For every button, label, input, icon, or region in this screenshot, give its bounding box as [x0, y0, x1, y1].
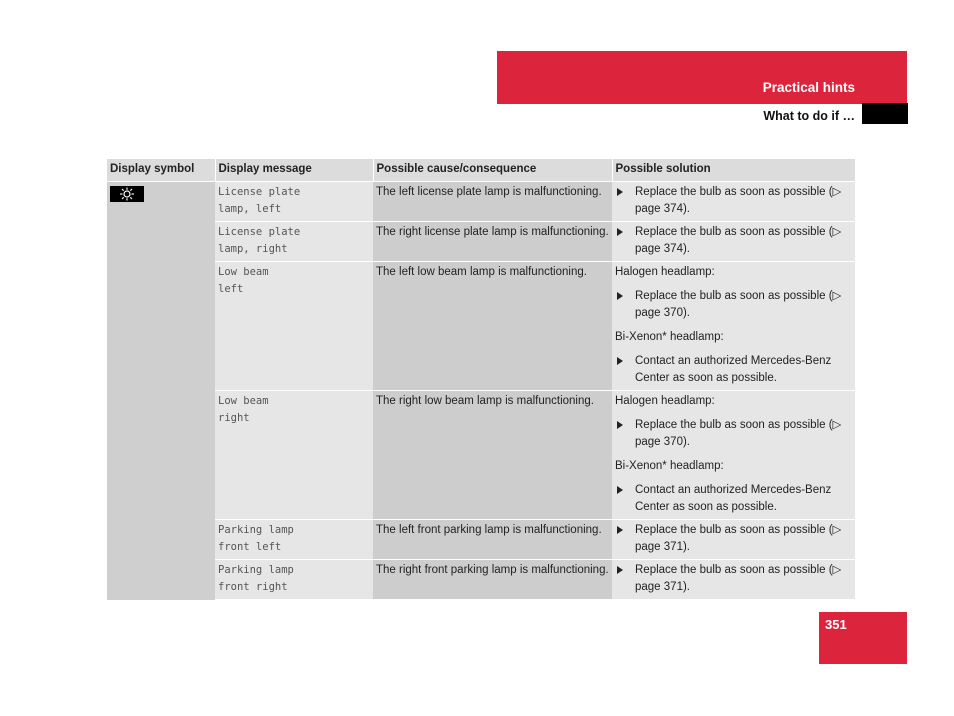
- solution-step: [615, 522, 852, 556]
- display-message-line: right: [218, 412, 250, 424]
- possible-cause-cell: The left front parking lamp is malfunctioning.: [373, 520, 612, 560]
- table-row: [107, 560, 855, 600]
- display-message-line: Parking lamp: [218, 524, 294, 536]
- display-message-line: left: [218, 283, 244, 295]
- solution-heading: [615, 329, 852, 346]
- table-row: [107, 222, 855, 262]
- solution-text: Contact an authorized Mercedes-Benz Center as soon as possible.: [635, 355, 832, 384]
- solution-text: Halogen headlamp:: [615, 266, 715, 278]
- display-message-table: [107, 159, 855, 600]
- display-message-line: front right: [218, 581, 288, 593]
- solution-text: Replace the bulb as soon as possible (▷ page 374).: [635, 226, 842, 255]
- display-message-cell: [215, 182, 373, 222]
- solution-step: [615, 417, 852, 451]
- possible-solution-cell: [612, 222, 855, 262]
- step-arrow-icon: [617, 228, 623, 236]
- step-arrow-icon: [617, 292, 623, 300]
- column-header: Display message: [215, 159, 373, 182]
- table-row: [107, 520, 855, 560]
- possible-solution-cell: [612, 560, 855, 600]
- subsection-title: What to do if …: [763, 109, 855, 123]
- solution-step: [615, 224, 852, 258]
- solution-text: Replace the bulb as soon as possible (▷ page 370).: [635, 290, 842, 319]
- column-header: Display symbol: [107, 159, 215, 182]
- header-bar: [497, 51, 907, 104]
- solution-heading: [615, 264, 852, 281]
- display-message-cell: [215, 520, 373, 560]
- column-header: Possible solution: [612, 159, 855, 182]
- solution-step: [615, 288, 852, 322]
- solution-text: Bi-Xenon* headlamp:: [615, 460, 724, 472]
- solution-text: Replace the bulb as soon as possible (▷ page 374).: [635, 186, 842, 215]
- solution-step: [615, 562, 852, 596]
- display-message-line: License plate: [218, 226, 301, 238]
- solution-text: Replace the bulb as soon as possible (▷ page 371).: [635, 524, 842, 553]
- step-arrow-icon: [617, 421, 623, 429]
- display-message-cell: [215, 560, 373, 600]
- display-message-line: Low beam: [218, 395, 269, 407]
- step-arrow-icon: [617, 188, 623, 196]
- solution-text: Halogen headlamp:: [615, 395, 715, 407]
- section-title: Practical hints: [762, 80, 855, 95]
- solution-text: Replace the bulb as soon as possible (▷ page 370).: [635, 419, 842, 448]
- section-tab-marker: [862, 103, 908, 124]
- solution-text: Bi-Xenon* headlamp:: [615, 331, 724, 343]
- possible-cause-cell: The right license plate lamp is malfunctioning.: [373, 222, 612, 262]
- possible-cause-cell: The right front parking lamp is malfunctioning.: [373, 560, 612, 600]
- display-message-line: Low beam: [218, 266, 269, 278]
- display-message-cell: [215, 262, 373, 391]
- solution-step: [615, 184, 852, 218]
- step-arrow-icon: [617, 486, 623, 494]
- display-message-line: Parking lamp: [218, 564, 294, 576]
- possible-cause-cell: The left low beam lamp is malfunctioning.: [373, 262, 612, 391]
- possible-cause-cell: The left license plate lamp is malfunctioning.: [373, 182, 612, 222]
- display-message-line: lamp, left: [218, 203, 282, 215]
- display-symbol-cell: [107, 182, 215, 600]
- solution-text: Replace the bulb as soon as possible (▷ page 371).: [635, 564, 842, 593]
- possible-solution-cell: [612, 182, 855, 222]
- solution-step: [615, 482, 852, 516]
- step-arrow-icon: [617, 526, 623, 534]
- table-row: [107, 391, 855, 520]
- display-message-cell: [215, 222, 373, 262]
- solution-heading: [615, 458, 852, 475]
- step-arrow-icon: [617, 566, 623, 574]
- possible-solution-cell: [612, 262, 855, 391]
- column-header: Possible cause/consequence: [373, 159, 612, 182]
- exterior-lamp-icon: [110, 186, 144, 202]
- step-arrow-icon: [617, 357, 623, 365]
- possible-solution-cell: [612, 391, 855, 520]
- page-number: 351: [825, 617, 847, 632]
- table-header-row: [107, 159, 855, 182]
- solution-step: [615, 353, 852, 387]
- possible-solution-cell: [612, 520, 855, 560]
- table-row: [107, 182, 855, 222]
- table-row: [107, 262, 855, 391]
- display-message-line: lamp, right: [218, 243, 288, 255]
- display-message-line: License plate: [218, 186, 301, 198]
- display-message-line: front left: [218, 541, 282, 553]
- possible-cause-cell: The right low beam lamp is malfunctioning.: [373, 391, 612, 520]
- solution-heading: [615, 393, 852, 410]
- display-message-cell: [215, 391, 373, 520]
- solution-text: Contact an authorized Mercedes-Benz Center as soon as possible.: [635, 484, 832, 513]
